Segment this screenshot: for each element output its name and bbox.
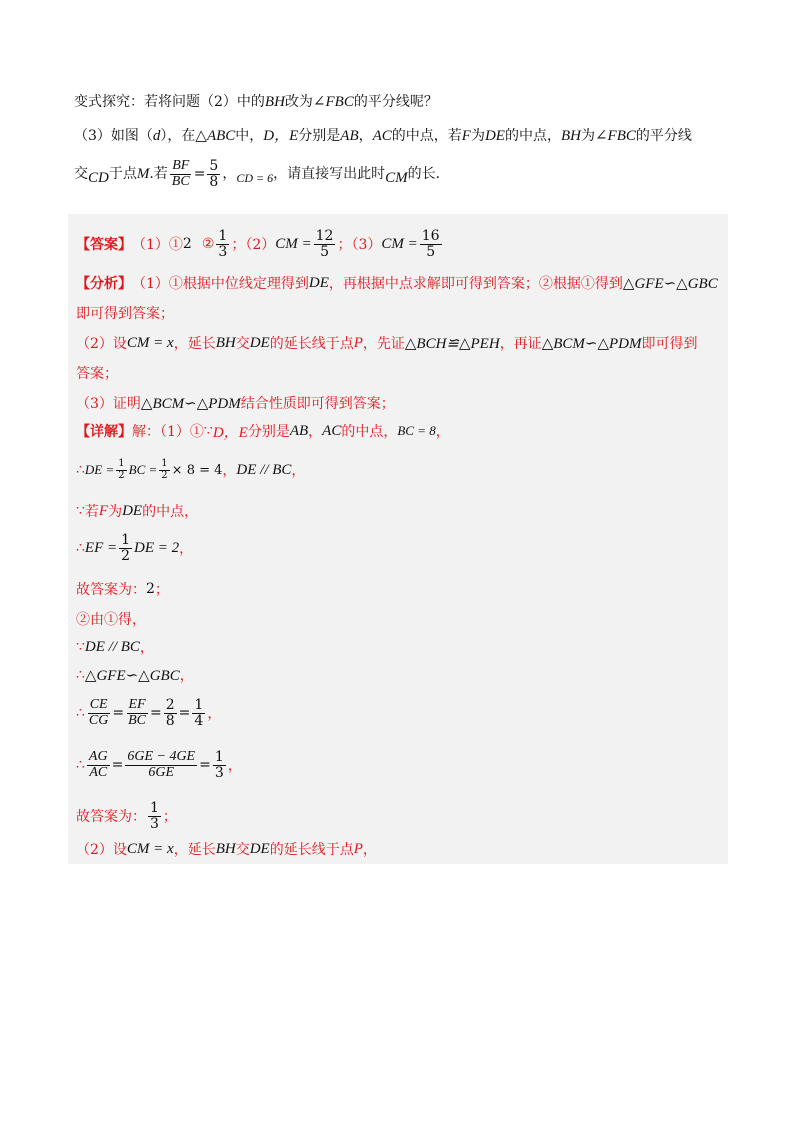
problem-line-1: 变式探究：若将问题（2）中的BH改为∠FBC的平分线呢？ — [74, 94, 438, 110]
analysis-line-3: （2）设 CM = x ，延长 BH 交 DE 的延长线于点 P ，先证 △BCH≌△PEH ，再证 △BCM∽△PDM 即可得到 — [76, 334, 698, 352]
detail-line-8: ∴ △GFE∽△GBC ， — [76, 667, 194, 684]
detail-fraction-1-3: $\frac{1}{3}$ — [214, 748, 224, 781]
detail-fraction-half-3: $\frac{1}{2}$ — [121, 531, 131, 564]
detail-line-6: ②由①得， — [76, 612, 146, 628]
analysis-line-2: 即可得到答案； — [76, 306, 174, 322]
detail-line-10: ∴ $\frac{AG}{AC}$ = $\frac{6GE - 4GE}{6GE}$ = $\frac{1}{3}$ ， — [76, 748, 242, 781]
detail-line-5: 故答案为： 2 ； — [76, 581, 169, 598]
detail-fraction-ce-cg: $\frac{CE}{CG}$ — [88, 696, 109, 728]
solution-panel — [68, 214, 728, 864]
analysis-line-1: 【分析】 （1）①根据中位线定理得到 DE ，再根据中点求解即可得到答案；②根据①得到 △GFE∽△GBC — [76, 274, 718, 292]
detail-fraction-half-2: $\frac{1}{2}$ — [161, 458, 168, 481]
detail-fraction-6ge: $\frac{6GE - 4GE}{6GE}$ — [127, 748, 196, 780]
problem-line-3: 交 CD 于点 M .若 $\frac{BF}{BC}$ = $\frac{5}{8}$ ， CD = 6 ，请直接写出此时 CM 的长. — [74, 157, 441, 190]
detail-line-12: （2）设 CM = x ，延长 BH 交 DE 的延长线于点 P ， — [76, 840, 377, 858]
answer-fraction-3: $\frac{16}{5}$ — [421, 227, 440, 260]
detail-line-9: ∴ $\frac{CE}{CG}$ = $\frac{EF}{BC}$ = $\frac{2}{8}$ = $\frac{1}{4}$ ， — [76, 696, 222, 729]
problem-line-2: （3）如图（d），在△ABC中，D，E分别是AB，AC的中点，若F为DE的中点，BH为∠FBC的平分线 — [74, 128, 692, 144]
detail-fraction-half-1: $\frac{1}{2}$ — [118, 458, 125, 481]
detail-fraction-2-8: $\frac{2}{8}$ — [165, 696, 175, 729]
problem-statement — [74, 92, 734, 196]
answer-line: 【答案】 （1）① 2 ② $\frac{1}{3}$ ；（2） CM = $\frac{12}{5}$ ；（3） CM = $\frac{16}{5}$ — [76, 227, 440, 260]
detail-line-4: ∴ EF = $\frac{1}{2}$ DE = 2 ， — [76, 531, 194, 564]
analysis-line-5: （3）证明 △BCM∽△PDM 结合性质即可得到答案； — [76, 395, 395, 412]
fraction-bf-bc: $\frac{BF}{BC}$ — [171, 157, 190, 189]
detail-line-7: ∵ DE // BC ， — [76, 638, 154, 656]
answer-fraction-1: $\frac{1}{3}$ — [218, 227, 228, 260]
detail-fraction-1-4: $\frac{1}{4}$ — [194, 696, 204, 729]
detail-fraction-ef-bc: $\frac{EF}{BC}$ — [128, 696, 146, 728]
detail-line-3: ∵ 若 F 为 DE 的中点， — [76, 502, 199, 520]
answer-fraction-2: $\frac{12}{5}$ — [315, 227, 334, 260]
analysis-line-4: 答案； — [76, 366, 118, 382]
fraction-5-8: $\frac{5}{8}$ — [209, 157, 219, 190]
detail-line-11: 故答案为： $\frac{1}{3}$ ； — [76, 799, 177, 832]
detail-line-1: 【详解】 解：（1）① ∵ D，E 分别是 AB ， AC 的中点， BC = 8 ， — [76, 422, 450, 441]
detail-fraction-ag-ac: $\frac{AG}{AC}$ — [88, 748, 108, 780]
detail-fraction-answer-1-3: $\frac{1}{3}$ — [150, 799, 159, 832]
detail-line-2: ∴ DE = $\frac{1}{2}$ BC = $\frac{1}{2}$ × 8 = 4 ， DE // BC ， — [76, 458, 306, 481]
